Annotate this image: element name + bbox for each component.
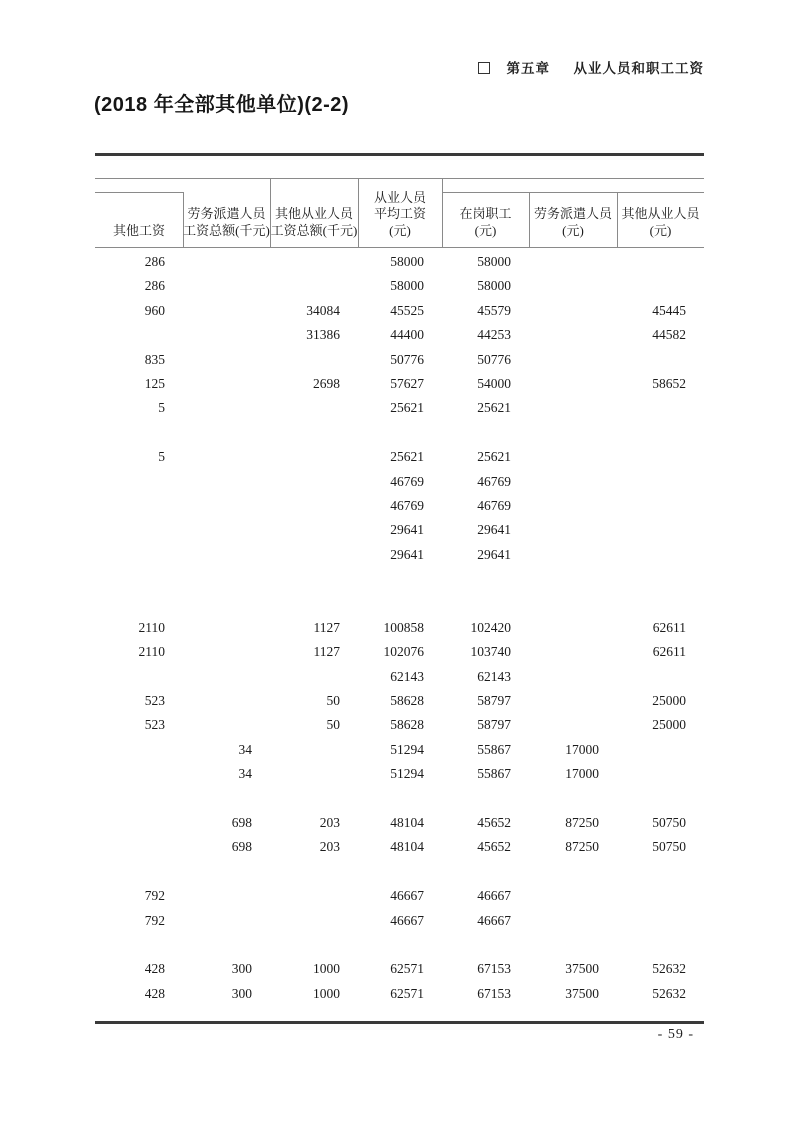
table-cell — [529, 323, 617, 347]
table-cell — [183, 274, 270, 298]
table-cell: 46667 — [390, 888, 424, 904]
column-header-line: 其他工资 — [112, 222, 165, 238]
table-row — [95, 762, 704, 786]
table-cell — [183, 470, 270, 494]
table-cell: 698 — [231, 839, 252, 855]
column-header-line: 劳务派遣人员 — [187, 206, 266, 221]
column-header-on-post-staff — [442, 153, 529, 247]
table-cell: 835 — [144, 351, 165, 367]
table-cell — [270, 494, 358, 518]
table-cell — [270, 421, 358, 445]
table-cell: 102076 — [383, 644, 424, 660]
table-cell — [183, 543, 270, 567]
table-row — [95, 933, 704, 957]
table-cell: 50776 — [390, 351, 424, 367]
table-row — [95, 713, 704, 737]
table-cell — [95, 591, 183, 615]
table-cell: 50776 — [477, 351, 511, 367]
table-row — [95, 640, 704, 664]
table-cell — [270, 860, 358, 884]
table-cell: 25000 — [652, 717, 686, 733]
table-cell: 29641 — [390, 522, 424, 538]
table-cell — [529, 518, 617, 542]
table-cell — [529, 616, 617, 640]
table-cell — [617, 543, 704, 567]
column-header-line: 在岗职工 — [459, 206, 512, 221]
table-row — [95, 982, 704, 1006]
table-row — [95, 445, 704, 469]
table-cell — [183, 689, 270, 713]
table-row — [95, 470, 704, 494]
table-cell: 51294 — [390, 766, 424, 782]
table-row — [95, 665, 704, 689]
table-cell — [529, 494, 617, 518]
table-cell: 52632 — [652, 961, 686, 977]
table-row — [95, 494, 704, 518]
table-cell — [95, 835, 183, 859]
table-cell — [529, 591, 617, 615]
table-cell — [617, 274, 704, 298]
table-row — [95, 543, 704, 567]
table-row — [95, 909, 704, 933]
chapter-label: 第五章 — [506, 61, 550, 76]
table-cell: 58797 — [477, 693, 511, 709]
table-cell — [270, 250, 358, 274]
table-cell — [183, 494, 270, 518]
table-cell: 45525 — [390, 302, 424, 318]
table-cell: 45652 — [477, 839, 511, 855]
table-cell — [442, 421, 529, 445]
table-cell: 29641 — [390, 546, 424, 562]
table-cell — [442, 567, 529, 591]
table-cell — [529, 689, 617, 713]
table-cell: 55867 — [477, 766, 511, 782]
table-cell: 31386 — [306, 327, 340, 343]
table-cell — [183, 323, 270, 347]
table-cell — [617, 396, 704, 420]
table-cell — [529, 348, 617, 372]
table-cell: 1000 — [313, 985, 340, 1001]
column-header-employed-average-wage — [358, 153, 442, 247]
table-cell — [183, 250, 270, 274]
column-header-line: 劳务派遣人员 — [533, 206, 612, 221]
table-cell — [183, 665, 270, 689]
table-cell — [270, 445, 358, 469]
table-cell: 46769 — [390, 497, 424, 513]
table-cell: 62143 — [477, 668, 511, 684]
table-row — [95, 299, 704, 323]
table-cell — [529, 909, 617, 933]
table-cell: 34 — [238, 741, 252, 757]
table-row — [95, 957, 704, 981]
table-cell: 45652 — [477, 814, 511, 830]
column-header-line: (元) — [562, 222, 584, 238]
table-cell — [442, 591, 529, 615]
table-cell — [529, 787, 617, 811]
table-cell — [529, 421, 617, 445]
table-cell — [270, 884, 358, 908]
table-row — [95, 396, 704, 420]
table-cell: 87250 — [565, 839, 599, 855]
table-body — [95, 250, 704, 1006]
table-cell — [358, 787, 442, 811]
table-cell — [270, 543, 358, 567]
table-cell — [183, 860, 270, 884]
table-cell — [529, 640, 617, 664]
table-cell: 17000 — [565, 741, 599, 757]
table-cell — [183, 616, 270, 640]
table-cell: 50 — [326, 693, 340, 709]
table-cell: 58628 — [390, 693, 424, 709]
table-row — [95, 348, 704, 372]
table-cell: 46667 — [390, 912, 424, 928]
table-cell — [529, 665, 617, 689]
table-cell: 46769 — [477, 473, 511, 489]
table-cell — [529, 713, 617, 737]
table-cell — [617, 494, 704, 518]
table-cell: 58000 — [477, 254, 511, 269]
table-cell — [617, 445, 704, 469]
table-cell: 50 — [326, 717, 340, 733]
table-cell — [95, 811, 183, 835]
table-row — [95, 518, 704, 542]
table-cell — [617, 909, 704, 933]
table-cell: 48104 — [390, 814, 424, 830]
table-cell — [183, 640, 270, 664]
column-header-line: 工资总额(千元) — [270, 222, 358, 238]
table-cell: 300 — [231, 961, 252, 977]
chapter-title: 从业人员和职工工资 — [573, 61, 704, 76]
table-cell — [529, 470, 617, 494]
table-cell — [529, 884, 617, 908]
column-header-dispatch-staff-total-wages — [183, 153, 270, 247]
table-cell — [270, 470, 358, 494]
table-cell: 25621 — [390, 449, 424, 465]
table-cell: 58000 — [477, 278, 511, 294]
table-cell — [270, 933, 358, 957]
table-cell — [529, 543, 617, 567]
table-cell: 125 — [144, 375, 165, 391]
table-cell: 58000 — [390, 278, 424, 294]
table-cell: 1000 — [313, 961, 340, 977]
table-cell: 46769 — [390, 473, 424, 489]
table-cell — [183, 787, 270, 811]
table-cell: 62571 — [390, 985, 424, 1001]
table-cell — [529, 299, 617, 323]
table-cell: 103740 — [470, 644, 511, 660]
table-cell — [270, 348, 358, 372]
column-header-other-staff — [617, 153, 704, 247]
table-cell — [529, 372, 617, 396]
table-cell — [442, 787, 529, 811]
table-cell — [95, 762, 183, 786]
table-cell — [270, 738, 358, 762]
chapter-header — [95, 57, 704, 77]
table-cell — [270, 274, 358, 298]
column-header-line: 其他从业人员 — [621, 206, 700, 221]
table-cell: 44582 — [652, 327, 686, 343]
table-cell — [529, 445, 617, 469]
table-cell: 100858 — [383, 619, 424, 635]
table-cell — [183, 421, 270, 445]
table-cell: 25621 — [477, 400, 511, 416]
table-cell — [95, 518, 183, 542]
table-cell — [617, 421, 704, 445]
table-cell: 300 — [231, 985, 252, 1001]
table-cell — [95, 665, 183, 689]
table-cell: 46769 — [477, 497, 511, 513]
table-cell — [617, 518, 704, 542]
table-cell: 698 — [231, 814, 252, 830]
table-cell — [183, 299, 270, 323]
table-cell: 960 — [144, 302, 165, 318]
table-cell: 29641 — [477, 522, 511, 538]
table-cell — [270, 762, 358, 786]
table-cell — [442, 933, 529, 957]
table-cell: 54000 — [477, 375, 511, 391]
table-row — [95, 372, 704, 396]
table-cell: 62611 — [652, 644, 686, 660]
table-cell: 203 — [319, 814, 340, 830]
table-cell: 428 — [144, 961, 165, 977]
table-cell — [95, 494, 183, 518]
column-header-line: (元) — [389, 222, 411, 238]
table-row — [95, 884, 704, 908]
table-cell — [617, 933, 704, 957]
table-cell: 50750 — [652, 839, 686, 855]
table-cell — [617, 787, 704, 811]
wage-table — [95, 153, 704, 1028]
table-cell: 5 — [158, 449, 165, 465]
table-cell — [270, 518, 358, 542]
table-cell — [358, 421, 442, 445]
table-cell — [183, 713, 270, 737]
column-header-line: 从业人员 — [373, 189, 426, 205]
table-cell — [95, 738, 183, 762]
table-cell — [358, 567, 442, 591]
table-cell — [183, 445, 270, 469]
table-row — [95, 421, 704, 445]
table-cell: 57627 — [390, 375, 424, 391]
table-row — [95, 738, 704, 762]
table-cell: 44400 — [390, 327, 424, 343]
table-cell — [617, 860, 704, 884]
table-cell: 58628 — [390, 717, 424, 733]
table-cell — [358, 933, 442, 957]
table-cell: 58797 — [477, 717, 511, 733]
table-cell — [183, 372, 270, 396]
column-header-line: (元) — [649, 222, 672, 238]
table-cell — [617, 884, 704, 908]
table-cell: 25621 — [390, 400, 424, 416]
column-header-dispatch-staff — [529, 153, 617, 247]
table-cell: 25000 — [652, 693, 686, 709]
table-cell: 792 — [144, 912, 165, 928]
table-cell: 29641 — [477, 546, 511, 562]
table-cell — [95, 421, 183, 445]
table-cell — [95, 323, 183, 347]
table-cell: 37500 — [565, 985, 599, 1001]
table-cell — [529, 860, 617, 884]
table-cell: 55867 — [477, 741, 511, 757]
table-cell — [617, 250, 704, 274]
table-cell — [95, 567, 183, 591]
table-cell — [617, 470, 704, 494]
table-cell — [95, 470, 183, 494]
table-cell — [529, 567, 617, 591]
table-cell — [358, 860, 442, 884]
table-cell: 25621 — [477, 449, 511, 465]
table-cell: 286 — [144, 278, 165, 294]
table-cell: 1127 — [313, 619, 340, 635]
table-cell: 37500 — [565, 961, 599, 977]
table-cell: 58652 — [652, 375, 686, 391]
table-cell — [442, 860, 529, 884]
header-bottom-rule — [95, 247, 704, 248]
table-cell: 50750 — [652, 814, 686, 830]
table-cell: 428 — [144, 985, 165, 1001]
table-cell: 58000 — [390, 254, 424, 269]
table-header — [95, 153, 704, 247]
table-cell: 792 — [144, 888, 165, 904]
table-row — [95, 616, 704, 640]
table-row — [95, 591, 704, 615]
table-cell: 286 — [144, 254, 165, 269]
table-cell: 34084 — [306, 302, 340, 318]
table-cell — [617, 738, 704, 762]
table-cell — [270, 665, 358, 689]
table-cell — [270, 909, 358, 933]
table-cell — [270, 567, 358, 591]
table-row — [95, 567, 704, 591]
table-row — [95, 250, 704, 274]
column-header-line: (元) — [474, 222, 497, 238]
table-cell — [270, 787, 358, 811]
table-row — [95, 835, 704, 859]
table-cell: 62571 — [390, 961, 424, 977]
table-cell — [617, 348, 704, 372]
table-row — [95, 689, 704, 713]
table-bottom-border — [95, 1021, 704, 1024]
table-cell — [95, 860, 183, 884]
table-cell: 67153 — [477, 985, 511, 1001]
table-cell: 67153 — [477, 961, 511, 977]
table-cell — [617, 762, 704, 786]
square-icon — [478, 62, 490, 74]
table-row — [95, 787, 704, 811]
table-cell: 34 — [238, 766, 252, 782]
table-cell — [529, 933, 617, 957]
table-row — [95, 811, 704, 835]
table-cell: 17000 — [565, 766, 599, 782]
table-row — [95, 860, 704, 884]
table-cell: 2110 — [138, 644, 165, 660]
table-cell — [95, 787, 183, 811]
table-cell — [95, 933, 183, 957]
table-cell — [617, 665, 704, 689]
column-header-line: 平均工资 — [373, 206, 426, 221]
table-cell: 1127 — [313, 644, 340, 660]
table-cell: 51294 — [390, 741, 424, 757]
table-cell — [617, 567, 704, 591]
table-cell — [183, 884, 270, 908]
table-cell — [529, 396, 617, 420]
table-cell — [270, 591, 358, 615]
table-cell: 5 — [158, 400, 165, 416]
table-cell — [183, 567, 270, 591]
table-cell: 87250 — [565, 814, 599, 830]
column-header-line: 其他从业人员 — [274, 206, 353, 221]
table-cell: 523 — [144, 693, 165, 709]
table-cell: 2698 — [313, 375, 340, 391]
table-cell — [270, 396, 358, 420]
table-cell: 48104 — [390, 839, 424, 855]
page-number: - 59 - — [657, 1027, 694, 1042]
column-header-line: 工资总额(千元) — [183, 222, 270, 238]
column-header-other-wages — [95, 153, 183, 247]
column-header-other-staff-total-wages — [270, 153, 358, 247]
table-cell — [95, 543, 183, 567]
table-cell: 45445 — [652, 302, 686, 318]
table-cell: 62143 — [390, 668, 424, 684]
table-row — [95, 323, 704, 347]
table-cell — [529, 274, 617, 298]
table-cell — [183, 591, 270, 615]
table-cell: 102420 — [470, 619, 511, 635]
table-cell: 46667 — [477, 912, 511, 928]
table-cell: 203 — [319, 839, 340, 855]
table-cell: 46667 — [477, 888, 511, 904]
table-cell: 44253 — [477, 327, 511, 343]
table-cell — [183, 348, 270, 372]
table-cell: 2110 — [138, 619, 165, 635]
table-cell — [183, 933, 270, 957]
page-title: (2018 年全部其他单位)(2-2) — [94, 94, 350, 116]
table-cell: 62611 — [652, 619, 686, 635]
table-cell — [183, 518, 270, 542]
table-cell: 52632 — [652, 985, 686, 1001]
table-cell — [358, 591, 442, 615]
table-cell: 45579 — [477, 302, 511, 318]
table-cell — [183, 396, 270, 420]
table-row — [95, 274, 704, 298]
table-cell — [183, 909, 270, 933]
table-cell — [617, 591, 704, 615]
table-cell: 523 — [144, 717, 165, 733]
table-cell — [529, 250, 617, 274]
